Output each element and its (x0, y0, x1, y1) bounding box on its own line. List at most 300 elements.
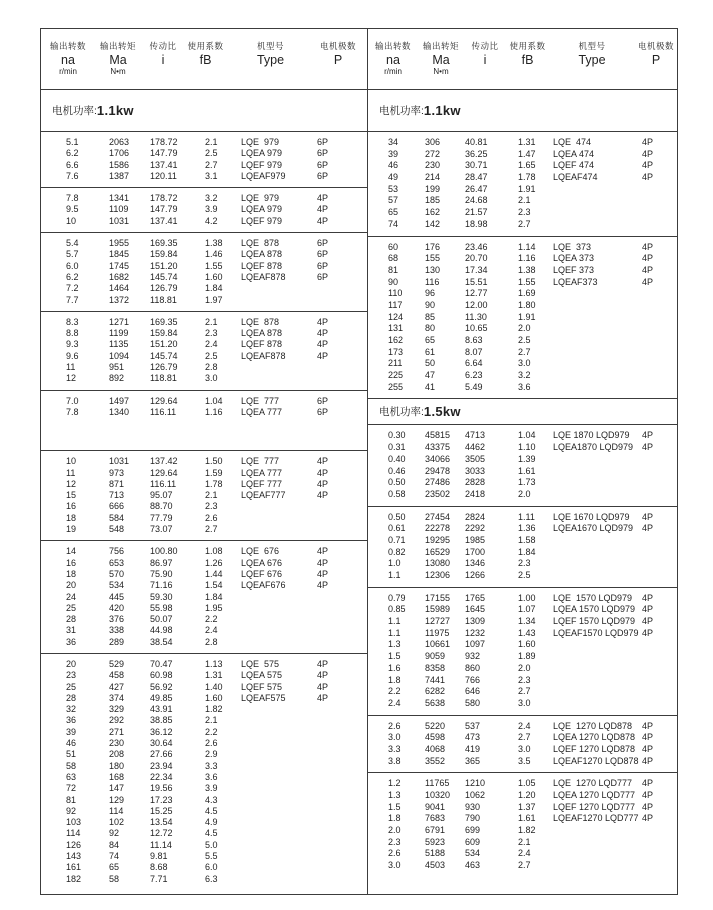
cell-poles: 4P (642, 442, 654, 453)
cell-output-speed: 72 (66, 783, 77, 794)
cell-service-factor: 1.08 (205, 546, 223, 557)
table-row (41, 783, 367, 794)
cell-model-type (241, 614, 317, 625)
cell-ratio: 50.07 (150, 614, 173, 625)
cell-poles (642, 300, 675, 312)
cell-output-speed: 1.8 (388, 813, 401, 824)
cell-ratio: 75.90 (150, 568, 173, 579)
cell-output-torque: 5638 (425, 697, 446, 708)
cell-output-torque: 162 (425, 207, 441, 218)
cell-service-factor: 2.4 (518, 848, 531, 859)
cell-service-factor: 2.6 (205, 738, 218, 749)
cell-poles: 4P (642, 604, 654, 615)
cell-model-type: LQEF 1570 LQD979 (553, 616, 636, 627)
cell-model-type (241, 795, 317, 806)
column-symbol: Ma (109, 53, 127, 67)
cell-ratio: 1097 (465, 639, 486, 650)
cell-output-speed: 24 (66, 591, 77, 602)
cell-service-factor: 1.16 (518, 253, 536, 264)
table-row (41, 659, 367, 670)
cell-output-speed: 0.46 (388, 465, 406, 476)
cell-service-factor: 2.8 (205, 636, 218, 647)
cell-poles: 4P (317, 580, 329, 591)
cell-poles: 4P (642, 523, 654, 534)
cell-model-type (241, 704, 317, 715)
cell-output-speed: 36 (66, 636, 77, 647)
cell-ratio: 6.23 (465, 370, 483, 381)
cell-poles (317, 817, 367, 828)
cell-ratio: 88.70 (150, 501, 173, 512)
spec-block (41, 188, 367, 233)
column-header (143, 41, 183, 89)
cell-ratio: 159.84 (150, 249, 178, 260)
column-symbol: fB (199, 53, 212, 67)
column-header (183, 41, 228, 89)
cell-output-speed: 7.2 (66, 283, 79, 294)
cell-output-speed: 39 (388, 148, 399, 159)
cell-output-speed: 161 (66, 862, 82, 873)
cell-output-torque: 5923 (425, 836, 446, 847)
cell-output-speed: 11 (66, 362, 76, 373)
cell-model-type: LQEA 777 (241, 406, 283, 417)
column-header (504, 41, 551, 89)
cell-output-speed: 28 (66, 692, 77, 703)
cell-poles (642, 535, 675, 547)
cell-output-torque: 15989 (425, 604, 451, 615)
table-row (368, 651, 677, 663)
cell-poles: 4P (317, 467, 329, 478)
cell-service-factor: 2.1 (205, 137, 218, 147)
cell-ratio: 12.72 (150, 828, 173, 839)
cell-poles (317, 362, 367, 373)
power-value: 1.1kw (96, 103, 134, 118)
cell-output-speed: 162 (388, 335, 404, 345)
cell-ratio: 27.66 (150, 749, 173, 760)
cell-model-type (553, 300, 642, 312)
cell-output-torque: 230 (109, 738, 125, 749)
cell-service-factor: 1.43 (518, 627, 536, 638)
cell-output-speed: 2.6 (388, 848, 401, 859)
cell-ratio: 860 (465, 662, 481, 673)
cell-ratio: 95.07 (150, 490, 173, 501)
cell-service-factor: 1.61 (518, 465, 536, 476)
table-row (41, 715, 367, 726)
table-row (368, 778, 677, 790)
cell-model-type: LQE 1270 LQD777 (553, 778, 633, 789)
cell-service-factor: 1.04 (518, 430, 536, 441)
cell-ratio: 1700 (465, 546, 486, 557)
cell-poles (317, 592, 367, 603)
cell-service-factor: 1.60 (518, 639, 536, 650)
cell-model-type: LQEF 979 (241, 159, 283, 170)
cell-poles (642, 848, 675, 860)
cell-service-factor: 1.95 (205, 602, 223, 613)
cell-output-speed: 3.0 (388, 860, 401, 871)
cell-model-type (553, 312, 642, 324)
cell-poles: 4P (642, 743, 654, 754)
cell-output-speed: 7.8 (66, 193, 79, 204)
cell-poles: 4P (642, 732, 654, 743)
cell-output-torque: 9059 (425, 651, 446, 662)
table-row (41, 283, 367, 294)
table-row (368, 219, 677, 231)
cell-ratio: 44.98 (150, 625, 173, 636)
cell-output-speed: 12 (66, 373, 77, 384)
cell-poles (317, 614, 367, 625)
table-row (368, 558, 677, 570)
power-prefix: 电机功率: (379, 105, 424, 117)
cell-service-factor: 5.5 (205, 851, 218, 862)
cell-ratio: 20.70 (465, 253, 488, 264)
cell-ratio: 145.74 (150, 350, 178, 361)
cell-ratio: 930 (465, 801, 481, 812)
cell-service-factor: 2.7 (518, 732, 531, 743)
spec-block (41, 654, 367, 890)
cell-ratio: 2418 (465, 488, 486, 499)
cell-service-factor: 2.7 (518, 686, 531, 697)
cell-output-torque: 1586 (109, 159, 130, 170)
cell-poles (642, 570, 675, 582)
cell-poles (642, 860, 675, 872)
cell-poles (317, 283, 367, 294)
cell-output-torque: 1497 (109, 395, 130, 406)
table-row (368, 382, 677, 394)
cell-model-type: LQEF 676 (241, 568, 283, 579)
spec-block (368, 588, 677, 716)
cell-output-torque: 10320 (425, 790, 451, 800)
table-header (41, 29, 367, 90)
cell-model-type: LQEAF474 (553, 172, 598, 183)
cell-output-speed: 14 (66, 546, 77, 557)
table-row (368, 335, 677, 347)
column-symbol: i (483, 53, 487, 67)
table-row (368, 184, 677, 196)
cell-poles: 4P (642, 241, 654, 252)
cell-ratio: 7.71 (150, 873, 168, 884)
table-row (368, 300, 677, 312)
column-header (43, 41, 93, 89)
table-row (41, 738, 367, 749)
cell-ratio: 24.68 (465, 195, 488, 206)
cell-poles: 4P (642, 627, 654, 638)
cell-poles: 4P (642, 755, 654, 766)
cell-service-factor: 1.05 (518, 778, 536, 789)
cell-ratio: 129.64 (150, 395, 178, 406)
cell-output-speed: 2.3 (388, 836, 401, 847)
cell-output-speed: 1.1 (388, 616, 401, 627)
cell-poles (317, 715, 367, 726)
cell-model-type (553, 570, 642, 582)
cell-ratio: 86.97 (150, 557, 173, 568)
cell-output-torque: 6791 (425, 825, 446, 836)
table-row (368, 790, 677, 802)
cell-poles (317, 513, 367, 524)
cell-model-type (553, 184, 642, 196)
cell-model-type (553, 663, 642, 675)
column-symbol: fB (521, 53, 534, 67)
column-symbol: Type (578, 53, 606, 67)
cell-output-torque: 1682 (109, 271, 130, 282)
cell-output-speed: 8.8 (66, 328, 79, 339)
cell-output-torque: 271 (109, 726, 125, 737)
cell-output-torque: 96 (425, 288, 436, 299)
cell-output-torque: 34066 (425, 453, 451, 464)
cell-output-torque: 534 (109, 580, 125, 591)
table-row (41, 806, 367, 817)
spec-block (368, 425, 677, 506)
column-label: 电机极数 (319, 41, 356, 51)
cell-output-speed: 6.2 (66, 271, 79, 282)
cell-poles (642, 184, 675, 196)
table-row (41, 160, 367, 171)
table-row (41, 828, 367, 839)
cell-model-type (553, 535, 642, 547)
cell-ratio: 1346 (465, 558, 486, 569)
cell-poles: 4P (642, 253, 654, 264)
cell-service-factor: 3.9 (205, 783, 218, 794)
cell-model-type (553, 698, 642, 710)
cell-poles: 4P (642, 778, 654, 789)
cell-poles (317, 874, 367, 885)
cell-output-torque: 11765 (425, 778, 450, 789)
cell-model-type (241, 749, 317, 760)
cell-poles: 4P (317, 681, 329, 692)
cell-output-torque: 129 (109, 794, 125, 805)
table-row (368, 347, 677, 359)
cell-model-type (241, 637, 317, 648)
cell-model-type (553, 382, 642, 394)
cell-poles (642, 558, 675, 570)
cell-output-speed: 1.2 (388, 778, 401, 789)
cell-output-speed: 63 (66, 771, 77, 782)
cell-service-factor: 2.5 (205, 350, 218, 361)
cell-service-factor: 1.07 (518, 604, 536, 615)
cell-service-factor: 1.59 (205, 467, 223, 478)
cell-service-factor: 1.31 (518, 137, 536, 147)
cell-output-speed: 18 (66, 568, 77, 579)
cell-output-speed: 143 (66, 851, 82, 862)
cell-output-torque: 27486 (425, 477, 451, 488)
cell-output-torque: 445 (109, 591, 125, 602)
cell-output-torque: 92 (109, 828, 120, 839)
cell-output-speed: 81 (388, 264, 399, 275)
spec-block (41, 451, 367, 541)
cell-ratio: 137.41 (150, 215, 178, 226)
cell-ratio: 147.79 (150, 148, 178, 159)
cell-output-speed: 68 (388, 253, 399, 264)
table-row (368, 277, 677, 289)
table-row (368, 370, 677, 382)
cell-ratio: 609 (465, 836, 481, 847)
cell-model-type: LQEA 575 (241, 670, 283, 681)
cell-poles (317, 806, 367, 817)
table-row (368, 813, 677, 825)
cell-ratio: 2828 (465, 477, 486, 488)
cell-model-type: LQEF 979 (241, 215, 283, 226)
cell-output-speed: 39 (66, 726, 77, 737)
cell-service-factor: 2.9 (205, 749, 218, 760)
table-row (41, 137, 367, 148)
table-row (368, 616, 677, 628)
table-row (41, 407, 367, 418)
cell-output-speed: 16 (66, 557, 77, 568)
cell-service-factor: 1.80 (518, 299, 536, 310)
cell-service-factor: 1.04 (205, 395, 223, 406)
cell-output-speed: 211 (388, 358, 403, 369)
table-row (368, 663, 677, 675)
cell-poles (642, 477, 675, 489)
cell-output-torque: 529 (109, 658, 125, 669)
power-value: 1.5kw (423, 404, 461, 420)
cell-model-type: LQEF 474 (553, 160, 595, 171)
cell-service-factor: 1.60 (205, 692, 223, 703)
cell-service-factor: 1.37 (518, 801, 536, 812)
cell-service-factor: 1.13 (205, 658, 223, 669)
cell-poles: 4P (642, 148, 654, 159)
cell-output-torque: 1706 (109, 148, 130, 159)
cell-service-factor: 3.0 (518, 358, 531, 369)
cell-model-type (553, 195, 642, 207)
table-row (41, 749, 367, 760)
table-row (41, 524, 367, 535)
cell-service-factor: 1.73 (518, 477, 536, 488)
table-row (41, 468, 367, 479)
table-row (41, 546, 367, 557)
cell-model-type: LQE 878 (241, 238, 280, 249)
table-row (41, 874, 367, 885)
column-symbol: i (161, 53, 165, 67)
cell-poles (317, 851, 367, 862)
table-row (368, 466, 677, 478)
power-label (368, 90, 677, 132)
cell-service-factor: 1.55 (518, 276, 536, 287)
cell-model-type (553, 477, 642, 489)
cell-poles: 4P (317, 316, 329, 327)
cell-model-type: LQE 373 (553, 241, 592, 252)
cell-poles (642, 347, 675, 359)
cell-output-torque: 951 (109, 362, 125, 373)
cell-ratio: 178.72 (150, 137, 178, 147)
cell-model-type: LQEF 878 (241, 339, 283, 350)
cell-poles (642, 207, 675, 219)
cell-model-type (553, 370, 642, 382)
power-prefix: 电机功率: (379, 406, 424, 419)
cell-output-speed: 117 (388, 299, 403, 310)
cell-ratio: 12.00 (465, 299, 488, 310)
cell-output-torque: 653 (109, 557, 125, 568)
cell-service-factor: 2.7 (205, 159, 218, 170)
cell-output-torque: 548 (109, 524, 125, 535)
table-row (41, 558, 367, 569)
cell-model-type: LQEA 979 (241, 204, 283, 215)
cell-output-torque: 43375 (425, 442, 451, 453)
table-row (41, 272, 367, 283)
table-row (41, 795, 367, 806)
cell-output-torque: 1031 (109, 456, 130, 467)
cell-model-type: LQE 979 (241, 193, 280, 204)
cell-ratio: 137.42 (150, 456, 178, 467)
table-row (368, 604, 677, 616)
cell-model-type: LQEA 1570 LQD979 (553, 604, 636, 615)
column-unit: N•m (110, 67, 126, 76)
cell-service-factor: 2.0 (518, 488, 531, 499)
cell-service-factor: 3.3 (205, 760, 218, 771)
cell-ratio: 151.20 (150, 260, 178, 271)
cell-output-torque: 374 (109, 692, 125, 703)
cell-service-factor: 1.16 (205, 406, 223, 417)
table-row (41, 490, 367, 501)
cell-service-factor: 2.7 (205, 524, 218, 535)
power-label (368, 399, 677, 425)
cell-ratio: 473 (465, 732, 481, 743)
cell-ratio: 129.64 (150, 467, 178, 478)
cell-output-torque: 13080 (425, 558, 451, 569)
cell-model-type: LQE 777 (241, 456, 280, 467)
cell-ratio: 36.12 (150, 726, 173, 737)
table-row (41, 328, 367, 339)
column-label: 机型号 (256, 41, 284, 51)
table-row (41, 862, 367, 873)
cell-ratio: 9.81 (150, 851, 168, 862)
cell-service-factor: 2.7 (518, 218, 531, 229)
cell-service-factor: 3.6 (205, 771, 218, 782)
cell-output-torque: 142 (425, 218, 441, 229)
cell-service-factor: 1.82 (518, 825, 536, 836)
spec-block (368, 237, 677, 400)
cell-output-speed: 110 (388, 288, 403, 299)
cell-output-torque: 41 (425, 381, 436, 392)
cell-output-torque: 289 (109, 636, 125, 647)
cell-output-speed: 1.5 (388, 651, 401, 662)
cell-output-torque: 27454 (425, 511, 451, 522)
spec-block (41, 132, 367, 188)
cell-service-factor: 1.97 (205, 294, 223, 305)
cell-poles (642, 312, 675, 324)
cell-poles: 4P (317, 490, 329, 501)
cell-ratio: 116.11 (150, 478, 177, 489)
cell-output-speed: 2.2 (388, 686, 401, 697)
cell-output-torque: 74 (109, 851, 120, 862)
cell-output-torque: 29478 (425, 465, 451, 476)
column-header (93, 41, 143, 89)
cell-service-factor: 2.3 (518, 558, 531, 569)
cell-service-factor: 2.0 (518, 662, 531, 673)
cell-model-type (241, 862, 317, 873)
cell-model-type: LQEF 777 (241, 478, 283, 489)
column-header (370, 41, 416, 89)
cell-output-torque: 114 (109, 805, 124, 816)
column-label: 传动比 (149, 41, 177, 51)
cell-poles: 4P (317, 456, 329, 467)
column-header (228, 41, 313, 89)
cell-ratio: 49.85 (150, 692, 173, 703)
cell-output-speed: 57 (388, 195, 399, 206)
cell-output-speed: 18 (66, 512, 77, 523)
cell-output-torque: 1341 (109, 193, 130, 204)
cell-service-factor: 2.4 (205, 339, 218, 350)
cell-output-speed: 49 (388, 172, 399, 183)
cell-service-factor: 2.4 (518, 720, 531, 731)
cell-output-speed: 131 (388, 323, 404, 334)
cell-model-type (241, 362, 317, 373)
cell-poles: 6P (317, 395, 329, 406)
cell-output-torque: 17155 (425, 592, 451, 603)
column-label: 使用系数 (509, 41, 546, 51)
column-label: 输出转矩 (422, 41, 459, 51)
cell-poles: 4P (642, 264, 654, 275)
cell-ratio: 2824 (465, 511, 486, 522)
cell-model-type (553, 466, 642, 478)
